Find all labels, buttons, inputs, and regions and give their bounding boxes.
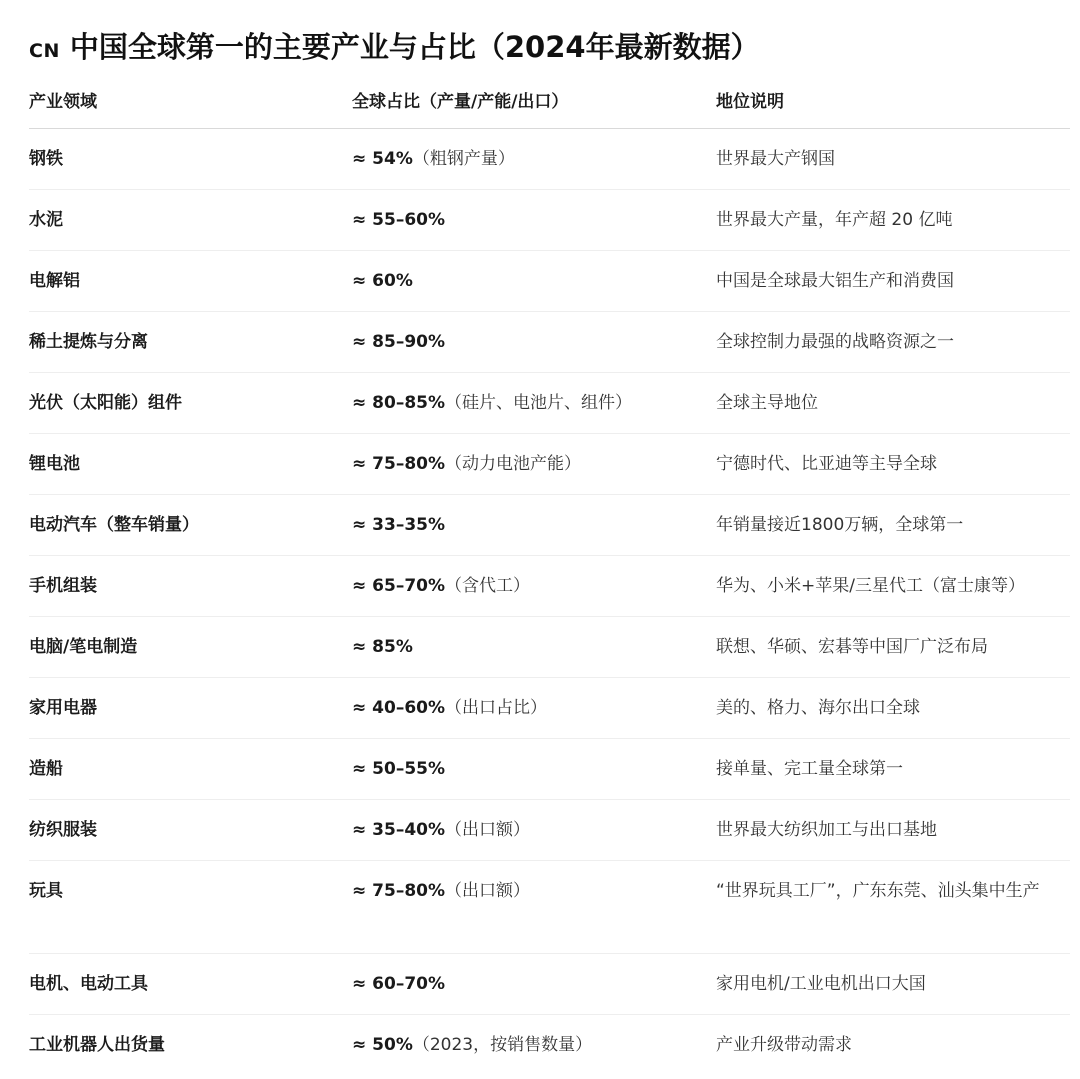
cell-share [352,495,716,556]
share-value: ≈ 80–85% [352,393,446,413]
cell-share [352,617,716,678]
cell-status: 接单量、完工量全球第一 [716,739,1070,800]
share-note: （2023，按销售数量） [412,1035,593,1055]
table-row [29,954,1070,1015]
share-note: （出口额） [445,881,531,901]
cell-status: 世界最大纺织加工与出口基地 [716,800,1070,861]
table-row [29,495,1070,556]
cell-share [352,861,716,954]
cell-industry: 电解铝 [29,251,352,312]
table-row [29,739,1070,800]
share-value: ≈ 60–70% [352,974,446,994]
share-value: ≈ 54% [352,149,413,169]
cell-status: 华为、小米+苹果/三星代工（富士康等） [716,556,1070,617]
cell-industry: 锂电池 [29,434,352,495]
cell-industry: 电脑/笔电制造 [29,617,352,678]
share-value: ≈ 33–35% [352,515,446,535]
header-status: 地位说明 [716,70,1070,129]
cell-share [352,129,716,190]
header-industry: 产业领域 [29,70,352,129]
cell-share [352,800,716,861]
table-row [29,251,1070,312]
cell-industry: 水泥 [29,190,352,251]
cell-status: 世界最大产钢国 [716,129,1070,190]
cell-industry: 纺织服装 [29,800,352,861]
share-note: （硅片、电池片、组件） [445,393,633,413]
share-value: ≈ 50% [352,1035,413,1055]
share-note: （含代工） [445,576,531,596]
share-value: ≈ 35–40% [352,820,446,840]
cell-share [352,556,716,617]
cell-share [352,954,716,1015]
cell-industry: 造船 [29,739,352,800]
share-value: ≈ 65–70% [352,576,446,596]
cn-flag-icon: CN [29,40,60,62]
share-value: ≈ 75–80% [352,454,446,474]
cell-industry: 工业机器人出货量 [29,1035,165,1055]
table-row [29,800,1070,861]
cell-industry: 电动汽车（整车销量） [29,495,352,556]
table-row [29,373,1070,434]
table-body [29,129,1070,1076]
cell-status: 全球控制力最强的战略资源之一 [716,312,1070,373]
table-row [29,861,1070,954]
cell-industry: 手机组装 [29,556,352,617]
cell-share [352,739,716,800]
cell-industry: 家用电器 [29,678,352,739]
industry-table [29,70,1070,1075]
cell-industry: 钢铁 [29,129,352,190]
header-row [29,70,1070,129]
cell-share [352,434,716,495]
cell-status: “世界玩具工厂”，广东东莞、汕头集中生产 [716,861,1070,954]
share-value: ≈ 50–55% [352,759,446,779]
share-value: ≈ 85–90% [352,332,446,352]
cell-status: 联想、华硕、宏碁等中国厂广泛布局 [716,617,1070,678]
table-row [29,1015,1070,1076]
share-note: （粗钢产量） [412,149,515,169]
cell-share [352,312,716,373]
share-value: ≈ 55–60% [352,210,446,230]
cell-status: 全球主导地位 [716,373,1070,434]
table-row [29,312,1070,373]
table-header [29,70,1070,129]
share-value: ≈ 40–60% [352,698,446,718]
page-title [29,0,1070,70]
cell-share [352,678,716,739]
table-row [29,678,1070,739]
cell-industry: 玩具 [29,861,352,954]
cell-industry: 电机、电动工具 [29,954,352,1015]
cell-share [352,190,716,251]
cell-status: 产业升级带动需求 [716,1035,852,1055]
table-row [29,190,1070,251]
table-row [29,129,1070,190]
header-share: 全球占比（产量/产能/出口） [352,70,716,129]
share-note: （出口额） [445,820,531,840]
table-row [29,556,1070,617]
table-row [29,617,1070,678]
share-note: （动力电池产能） [445,454,582,474]
share-value: ≈ 60% [352,271,413,291]
cell-status: 美的、格力、海尔出口全球 [716,678,1070,739]
cell-status: 中国是全球最大铝生产和消费国 [716,251,1070,312]
page-title-text: 中国全球第一的主要产业与占比（2024年最新数据） [69,30,760,64]
cell-status: 世界最大产量，年产超 20 亿吨 [716,190,1070,251]
share-value: ≈ 85% [352,637,413,657]
cell-status: 家用电机/工业电机出口大国 [716,954,1070,1015]
cell-status: 宁德时代、比亚迪等主导全球 [716,434,1070,495]
table-row [29,434,1070,495]
cell-share [352,373,716,434]
cell-industry: 稀土提炼与分离 [29,312,352,373]
share-value: ≈ 75–80% [352,881,446,901]
cell-share [352,1015,716,1076]
cell-status: 年销量接近1800万辆，全球第一 [716,495,1070,556]
share-note: （出口占比） [445,698,548,718]
cell-share [352,251,716,312]
cell-industry: 光伏（太阳能）组件 [29,373,352,434]
